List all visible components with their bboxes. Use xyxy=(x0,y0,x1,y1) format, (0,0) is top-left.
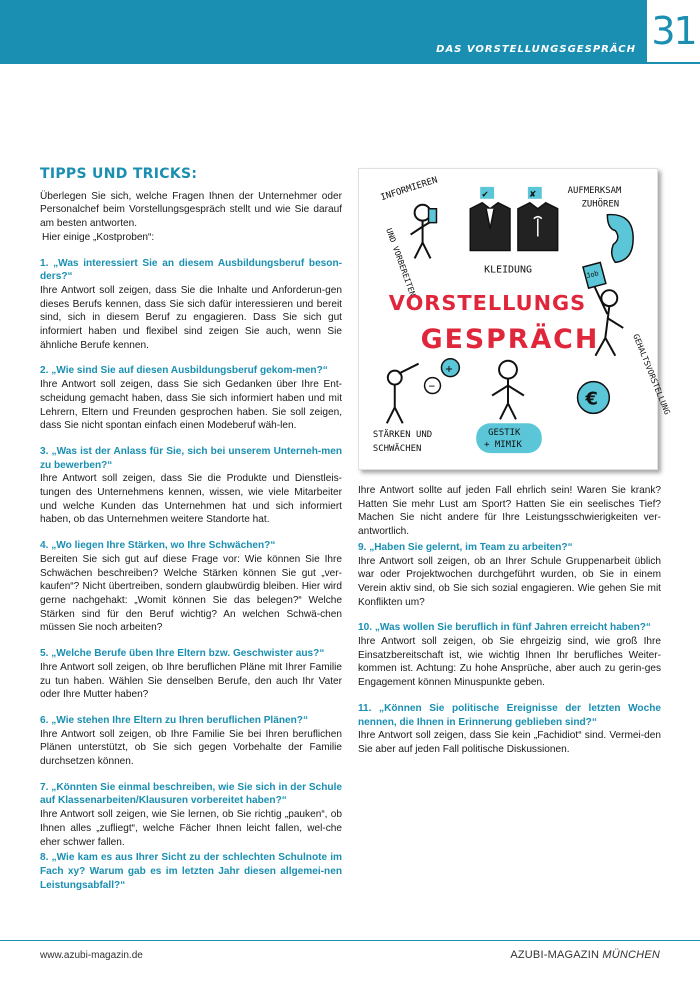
sketchnote-illustration xyxy=(358,168,672,470)
footer-city: MÜNCHEN xyxy=(602,949,660,961)
answer-4: Bereiten Sie sich gut auf diese Frage vor: Wie können Sie Ihre Schwächen beschreiben? Welche Stärken können Sie gut „ver-kaufen“? Nicht übertreiben, sondern glaubwürdig bleiben. Hier wird gerne nachgehakt: „Womit können Sie das belegen?“ Welche Stärken sind für den Beruf wichtig? An welchen Schwä-chen müssen Sie noch arbeiten? xyxy=(40,553,342,634)
beach-shirt-icon xyxy=(518,203,558,251)
minus-icon: − xyxy=(428,379,436,393)
informieren-figure xyxy=(411,205,437,259)
question-4: 4. „Wo liegen Ihre Stärken, wo Ihre Schwächen?“ xyxy=(40,540,276,552)
answer-1: Ihre Antwort soll zeigen, dass Sie die Inhalte und Anforderun-gen dieses Berufs kennen, dass Sie sich dafür interessieren und bereit sind, sich in diesem Beruf zu engagieren. Dass Sie sich gut informiert haben und flexibel sind zeigen Sie auch, wenn Sie ähnliche Berufe kennen. xyxy=(40,284,342,351)
footer-brand xyxy=(510,949,660,961)
check-icon: ✔ xyxy=(482,188,489,200)
telescope-figure xyxy=(387,364,419,424)
answer-10: Ihre Antwort soll zeigen, ob Sie ehrgeizig sind, wie groß Ihre Einsatzbereitschaft ist, wie wichtig Ihnen Ihr berufliches Weiter-kommen ist. Achtung: Zu hohe Ansprüche, aber auch zu gerin-ges Engagement können Minuspunkte geben. xyxy=(358,636,661,689)
left-column xyxy=(40,168,342,892)
header-title: DAS VORSTELLUNGSGESPRÄCH xyxy=(436,44,636,55)
question-11: 11. „Können Sie politische Ereignisse der letzten Woche nennen, die Ihnen in Erinnerung geblieben sind?“ xyxy=(358,702,661,728)
question-3: 3. „Was ist der Anlass für Sie, sich bei unserem Unterneh-men zu bewerben?“ xyxy=(40,445,342,471)
answer-6: Ihre Antwort soll zeigen, ob Ihre Familie Sie bei Ihren beruflichen Plänen unterstützt, ob Sie sich gegen Vorbehalte der Familie durchsetzen können. xyxy=(40,728,342,768)
illustration-title-line1: VORSTELLUNGS xyxy=(388,291,587,316)
gestik-figure xyxy=(492,361,524,420)
answer-11: Ihre Antwort soll zeigen, dass Sie kein „Fachidiot“ sind. Vermei-den Sie aber auf jeden Fall politische Diskussionen. xyxy=(358,730,661,755)
page-number: 31 xyxy=(646,0,700,62)
footer-divider xyxy=(0,940,700,941)
mimik-label: + MIMIK xyxy=(484,440,522,451)
suit-icon xyxy=(470,203,510,251)
question-2: 2. „Wie sind Sie auf diesen Ausbildungsberuf gekom-men?“ xyxy=(40,365,328,377)
sketchnote-svg xyxy=(359,169,672,469)
intro-text-line2: Hier einige „Kostproben“: xyxy=(42,231,155,243)
answer-9: Ihre Antwort soll zeigen, ob an Ihrer Schule Gruppenarbeit üblich war oder Projektwochen durchgeführt wurden, ob Sie in einem Verein aktiv sind, ob Sie sich sozial engagieren. Wie gehen Sie mit Konflikten um? xyxy=(358,555,661,608)
illustration-title-line2: GESPRÄCH xyxy=(420,323,600,355)
section-title: TIPPS UND TRICKS: xyxy=(40,166,198,182)
right-column xyxy=(358,484,661,757)
question-8: 8. „Wie kam es aus Ihrer Sicht zu der schlechten Schulnote im Fach xy? Warum gab es im letzten Jahr diesen allgemei-nen Leistungsabfall?“ xyxy=(40,852,342,891)
kleidung-label: KLEIDUNG xyxy=(484,264,532,276)
answer-5: Ihre Antwort soll zeigen, ob Ihre beruflichen Pläne mit Ihrer Familie zu tun haben. Wählen Sie denselben Berufe, den auch Ihr Vater oder Ihre Mutter haben? xyxy=(40,661,342,701)
informieren-label: INFORMIEREN xyxy=(379,175,439,204)
schwaechen-label: SCHWÄCHEN xyxy=(372,444,422,455)
question-1: 1. „Was interessiert Sie an diesem Ausbildungsberuf beson-ders?“ xyxy=(40,257,342,283)
question-5: 5. „Welche Berufe üben Ihre Eltern bzw. Geschwister aus?“ xyxy=(40,648,325,660)
header-divider xyxy=(0,62,700,64)
plus-icon: + xyxy=(445,361,453,376)
footer-brand-name: AZUBI-MAGAZIN xyxy=(510,949,600,961)
cross-icon: ✘ xyxy=(529,188,536,200)
staerken-label: STÄRKEN UND xyxy=(372,430,433,441)
gehalt-label: GEHALTSVORSTELLUNG xyxy=(631,332,672,416)
gestik-label: GESTIK xyxy=(488,428,521,439)
question-9: 9. „Haben Sie gelernt, im Team zu arbeiten?“ xyxy=(358,541,573,553)
aufmerksam-label: AUFMERKSAM xyxy=(567,185,622,196)
answer-3: Ihre Antwort soll zeigen, dass Sie die Produkte und Dienstleis-tungen des Unternehmens kennen, wissen, wie viele Mitarbeiter und welche Kunden das Unternehmen hat und sich informiert haben, ob das Unternehmen weitere Standorte hat. xyxy=(40,473,342,526)
zuhoeren-label: ZUHÖREN xyxy=(581,199,620,210)
question-10: 10. „Was wollen Sie beruflich in fünf Jahren erreicht haben?“ xyxy=(358,622,651,634)
answer-7: Ihre Antwort soll zeigen, wie Sie lernen, ob Sie richtig „pauken“, ob Ihnen alles „zufliegt“, welche Fächer Ihnen leicht fallen, wel-che eher schwer fallen. xyxy=(40,809,342,848)
ear-icon xyxy=(607,215,633,263)
job-label: Job xyxy=(585,269,600,281)
vorbereiten-label: UND VORBEREITEN xyxy=(384,227,418,298)
answer-8: Ihre Antwort sollte auf jeden Fall ehrlich sein! Waren Sie krank? Hatten Sie mehr Lust am Sport? Hatten Sie ein seelisches Tief? Machen Sie nicht andere für Ihre Leistungsschwierigkeiten ver-antwortlich. xyxy=(358,485,661,538)
intro-text: Überlegen Sie sich, welche Fragen Ihnen der Unternehmer oder Personalchef beim Vorstellungsgespräch stellt und wie Sie darauf am besten antworten. xyxy=(40,190,342,230)
footer-url: www.azubi-magazin.de xyxy=(40,950,143,961)
euro-icon: € xyxy=(585,388,598,410)
question-7: 7. „Könnten Sie einmal beschreiben, wie Sie sich in der Schule auf Klassenarbeiten/Klausuren vorbereitet haben?“ xyxy=(40,781,342,807)
question-6: 6. „Wie stehen Ihre Eltern zu Ihren beruflichen Plänen?“ xyxy=(40,714,309,726)
answer-2: Ihre Antwort soll zeigen, dass Sie sich Gedanken über Ihre Ent-scheidung gemacht haben, dass Sie sich informiert haben und mit Lehrern, Eltern und Freunden gesprochen haben. Sie soll zeigen, dass Sie nicht spontan einfach einen Modeberuf wäh-len. xyxy=(40,379,342,432)
